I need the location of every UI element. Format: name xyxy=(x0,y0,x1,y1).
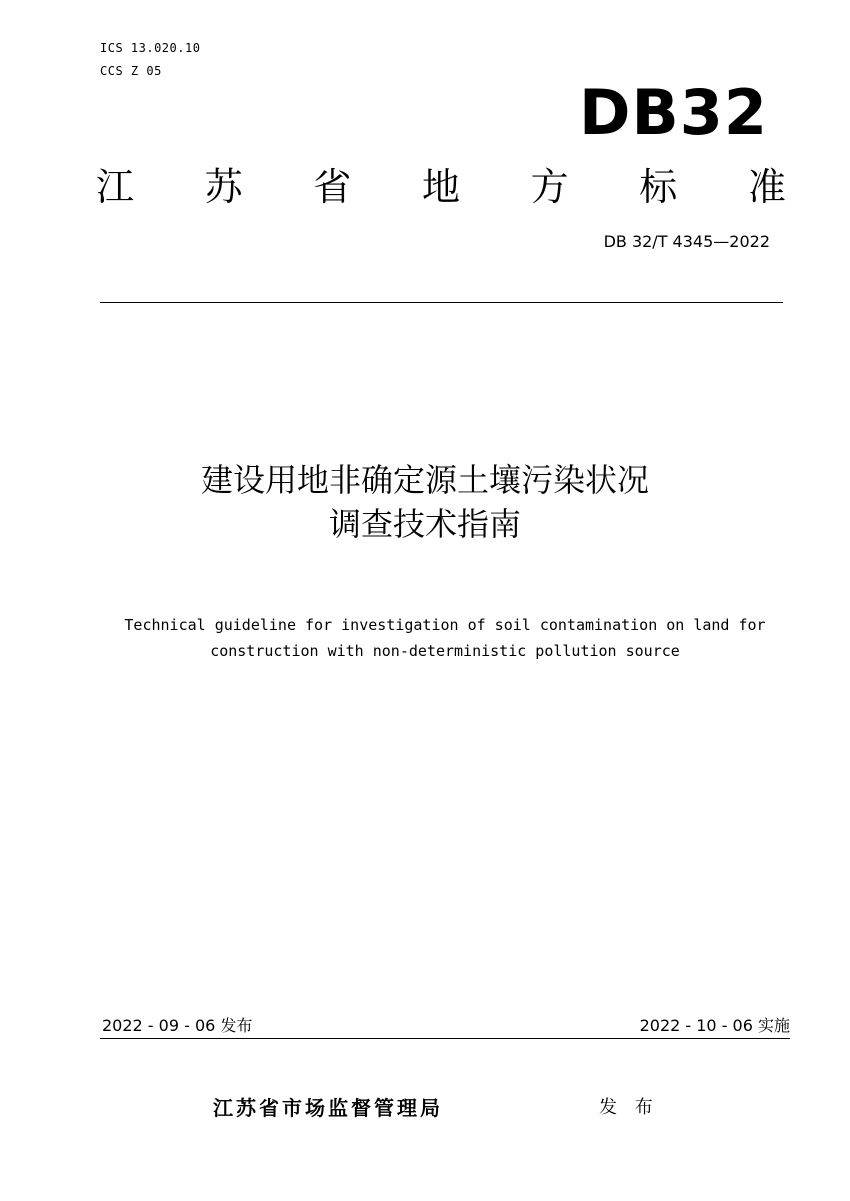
db32-logo: DB32 xyxy=(578,76,768,149)
standard-type-char: 苏 xyxy=(204,165,243,209)
standard-type-char: 地 xyxy=(421,165,460,209)
ics-code: ICS 13.020.10 xyxy=(100,41,201,55)
header-divider xyxy=(100,302,783,303)
issue-date: 2022 - 09 - 06 发布 xyxy=(102,1016,253,1035)
standard-type-heading xyxy=(96,163,786,211)
implementation-date: 2022 - 10 - 06 实施 xyxy=(639,1016,790,1035)
standard-type-char: 省 xyxy=(313,165,352,209)
standard-type-char: 方 xyxy=(530,165,569,209)
chinese-title-line: 调查技术指南 xyxy=(328,505,521,543)
english-title-line: Technical guideline for investigation of soil contamination on land for xyxy=(124,616,766,634)
issuing-authority: 江苏省市场监督管理局 xyxy=(213,1096,443,1120)
standard-type-char: 准 xyxy=(747,165,786,209)
standard-type-char: 标 xyxy=(639,165,678,209)
footer-divider xyxy=(100,1038,790,1039)
english-title-line: construction with non-deterministic pollution source xyxy=(210,642,680,660)
english-title xyxy=(0,612,850,664)
ccs-code: CCS Z 05 xyxy=(100,64,162,78)
chinese-title-line: 建设用地非确定源土壤污染状况 xyxy=(200,461,649,499)
chinese-title xyxy=(0,458,850,546)
issue-label: 发 布 xyxy=(599,1097,659,1118)
standard-type-char: 江 xyxy=(96,165,135,209)
standard-number: DB 32/T 4345—2022 xyxy=(603,232,770,251)
